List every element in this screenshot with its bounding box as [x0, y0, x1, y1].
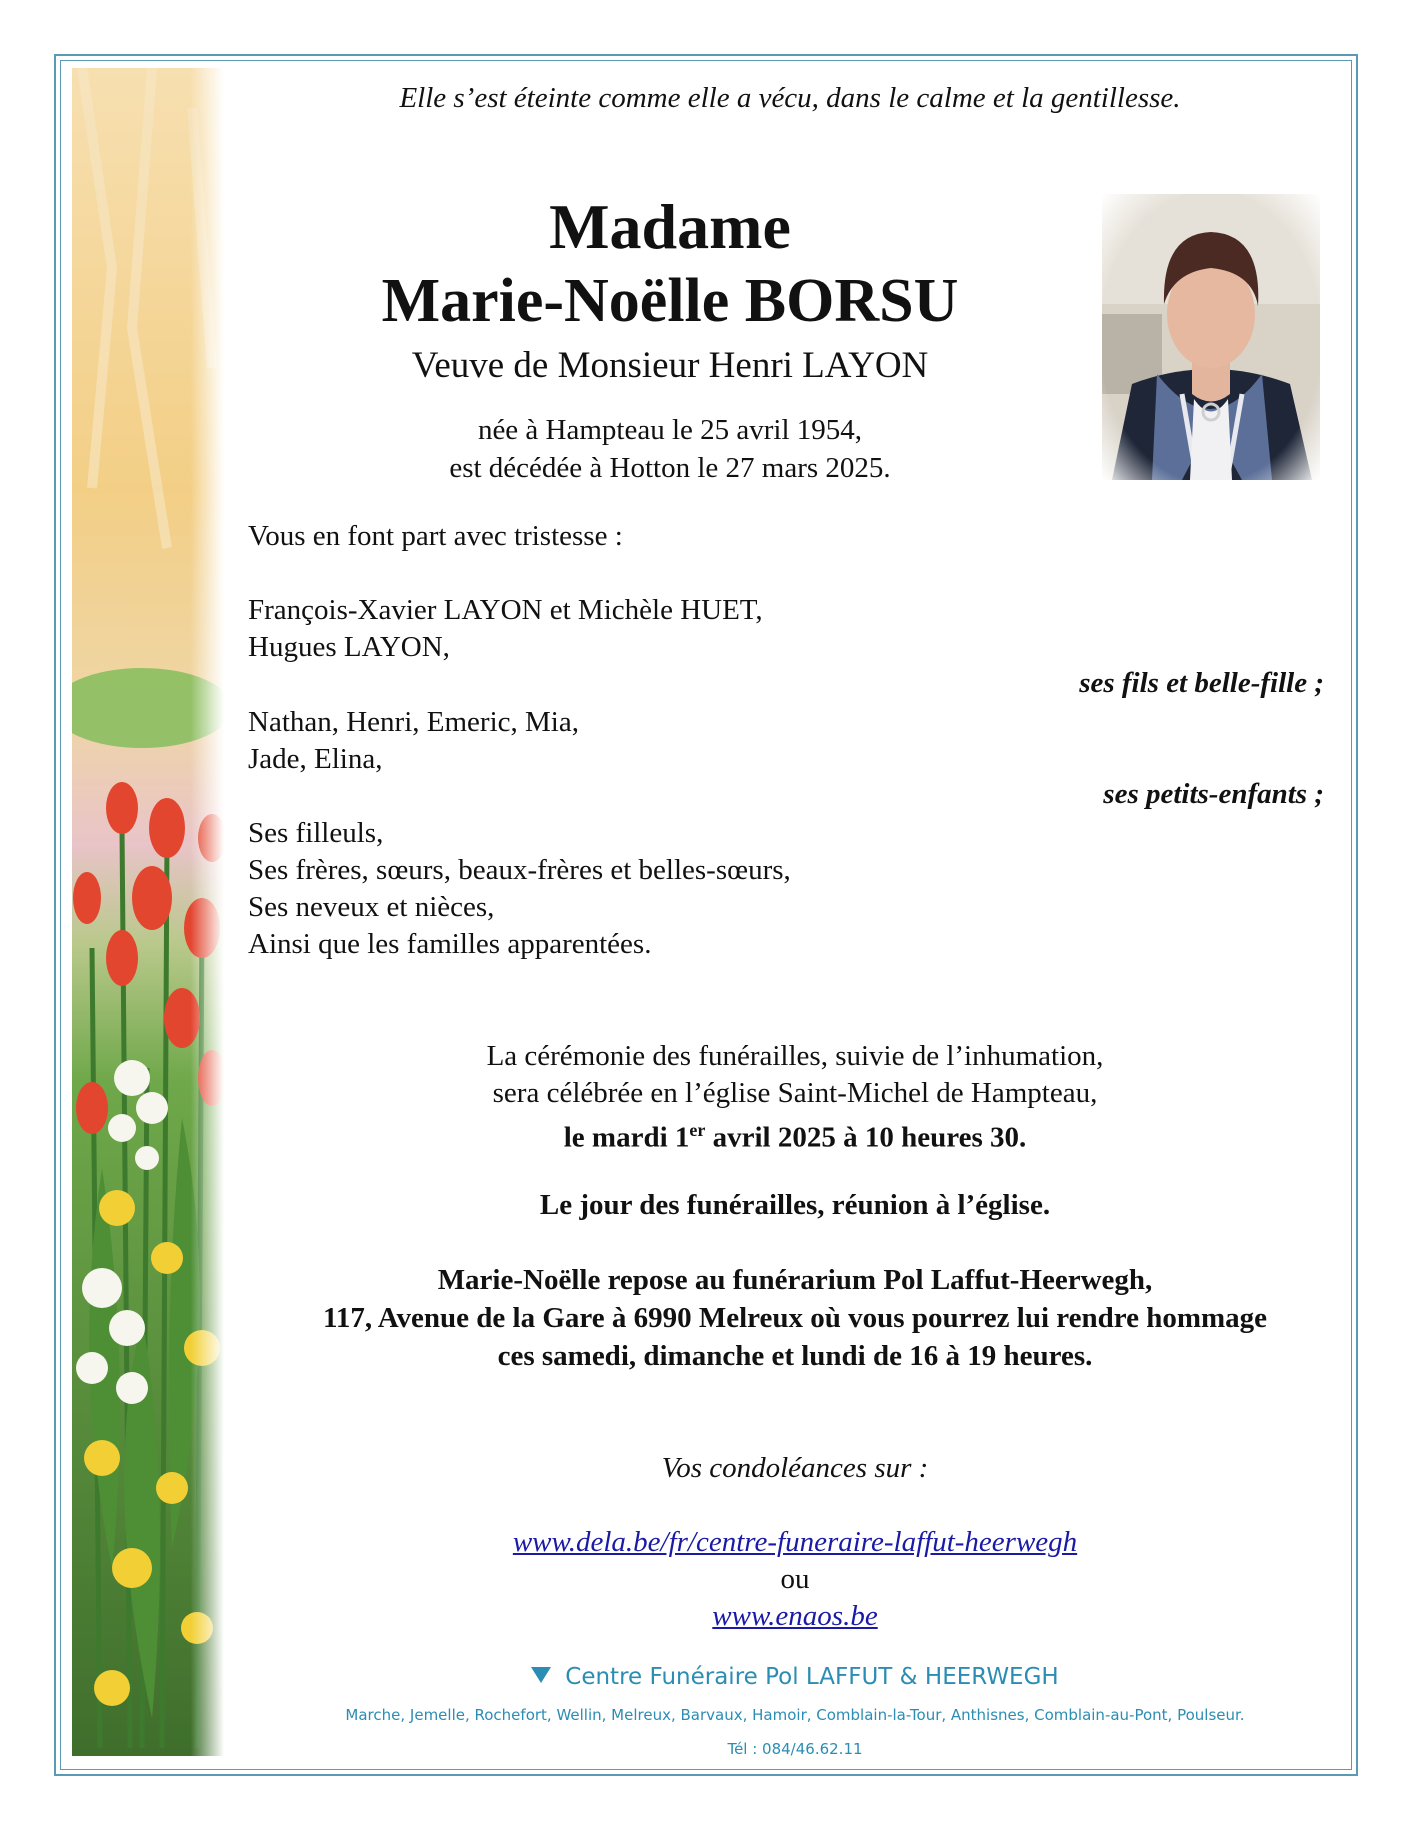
condolences-or: ou	[780, 1563, 810, 1595]
grandchildren-line: Nathan, Henri, Emeric, Mia,	[248, 706, 579, 738]
ceremony-line: sera célébrée en l’église Saint-Michel de Hampteau,	[492, 1077, 1098, 1109]
footer-company-name: Centre Funéraire Pol LAFFUT & HEERWEGH	[565, 1664, 1059, 1690]
grandchildren-role: ses petits-enfants ;	[1103, 778, 1324, 810]
meeting-note: Le jour des funérailles, réunion à l’église.	[539, 1189, 1051, 1221]
ceremony-date	[240, 1112, 1350, 1157]
relatives-line: Ses filleuls,	[248, 817, 384, 849]
ceremony-date-suffix: avril 2025 à 10 heures 30.	[705, 1121, 1027, 1154]
funeral-home-line: ces samedi, dimanche et lundi de 16 à 19 heures.	[497, 1340, 1093, 1372]
birth-info: née à Hampteau le 25 avril 1954,	[477, 414, 863, 446]
deceased-name: Marie-Noëlle BORSU	[381, 267, 959, 335]
footer-phone: Tél : 084/46.62.11	[727, 1740, 863, 1758]
condolences-link-1[interactable]: www.dela.be/fr/centre-funeraire-laffut-heerwegh	[512, 1526, 1078, 1558]
funeral-home-line: 117, Avenue de la Gare à 6990 Melreux où vous pourrez lui rendre hommage	[322, 1302, 1268, 1334]
condolences-link-1-row	[240, 1524, 1350, 1561]
relatives-line: Ses neveux et nièces,	[248, 891, 495, 923]
relatives-line: Ses frères, sœurs, beaux-frères et belles-sœurs,	[248, 854, 791, 886]
portrait-photo	[1102, 194, 1320, 480]
relatives-line: Ainsi que les familles apparentées.	[248, 928, 652, 960]
ceremony-date-prefix: le mardi 1	[563, 1121, 690, 1154]
condolences-link-2[interactable]: www.enaos.be	[712, 1600, 878, 1632]
sons-role: ses fils et belle-fille ;	[1079, 667, 1324, 699]
footer-company	[240, 1664, 1350, 1690]
death-info: est décédée à Hotton le 27 mars 2025.	[449, 452, 891, 484]
grandchildren-line: Jade, Elina,	[248, 743, 383, 775]
funeral-home-line: Marie-Noëlle repose au funérarium Pol Laffut-Heerwegh,	[437, 1264, 1153, 1296]
epigraph: Elle s’est éteinte comme elle a vécu, dans le calme et la gentillesse.	[399, 82, 1181, 114]
sons-line: Hugues LAYON,	[248, 631, 450, 663]
footer-towns: Marche, Jemelle, Rochefort, Wellin, Melreux, Barvaux, Hamoir, Comblain-la-Tour, Anthisnes, Comblain-au-Pont, Poulseur.	[345, 1706, 1245, 1724]
condolences-label: Vos condoléances sur :	[661, 1452, 929, 1484]
honorific: Madame	[549, 191, 791, 262]
announcement-intro: Vous en font part avec tristesse :	[248, 520, 623, 552]
ceremony-line: La cérémonie des funérailles, suivie de l’inhumation,	[486, 1040, 1104, 1072]
flower-strip-image	[72, 68, 224, 1756]
ceremony-date-sup: er	[689, 1120, 706, 1140]
sons-line: François-Xavier LAYON et Michèle HUET,	[248, 594, 763, 626]
triangle-down-icon	[531, 1667, 551, 1683]
widow-of: Veuve de Monsieur Henri LAYON	[411, 345, 929, 386]
condolences-link-2-row	[240, 1598, 1350, 1635]
